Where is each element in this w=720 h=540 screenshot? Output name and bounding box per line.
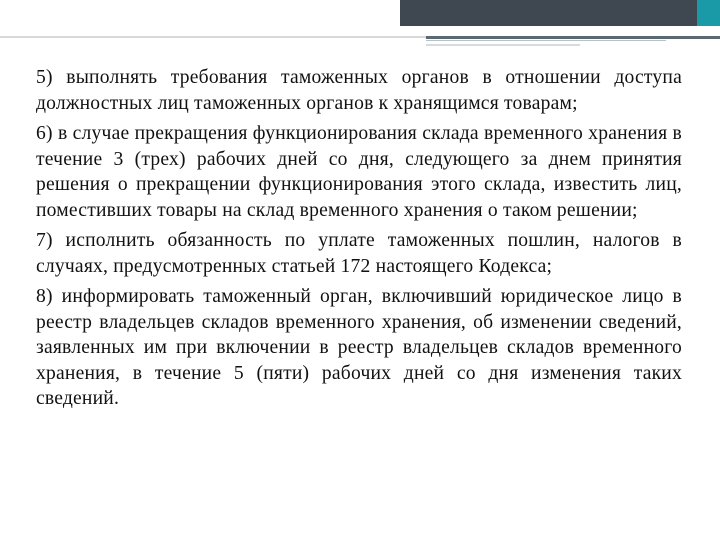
paragraph-item-5: 5) выполнять требования таможенных органов в отношении доступа должностных лиц таможенных органов к хранящимся товарам; [36, 67, 682, 114]
paragraph-item-6: 6) в случае прекращения функционирования склада временного хранения в течение 3 (трех) рабочих дней со дня, следующего за днем принятия решения о прекращении функционирования этого склада, известить лиц, поместивших товары на склад временного хранения о таком решении; [36, 123, 682, 221]
header-rule-left [0, 36, 426, 38]
paragraph-item-8: 8) информировать таможенный орган, включивший юридическое лицо в реестр владельцев складов временного хранения, об изменении сведений, заявленных им при включении в реестр владельцев складов временного хранения, в течение 5 (пяти) рабочих дней со дня изменения таких сведений. [36, 286, 682, 409]
slide-body-text [36, 65, 682, 417]
header-rule-right [426, 36, 720, 39]
header-rule-right-inner [426, 40, 666, 41]
header-rule-right-low [426, 44, 580, 46]
paragraph-item-7: 7) исполнить обязанность по уплате таможенных пошлин, налогов в случаях, предусмотренных статьей 172 настоящего Кодекса; [36, 230, 682, 277]
header-dark-bar [400, 0, 720, 26]
header-accent-square [697, 0, 720, 26]
